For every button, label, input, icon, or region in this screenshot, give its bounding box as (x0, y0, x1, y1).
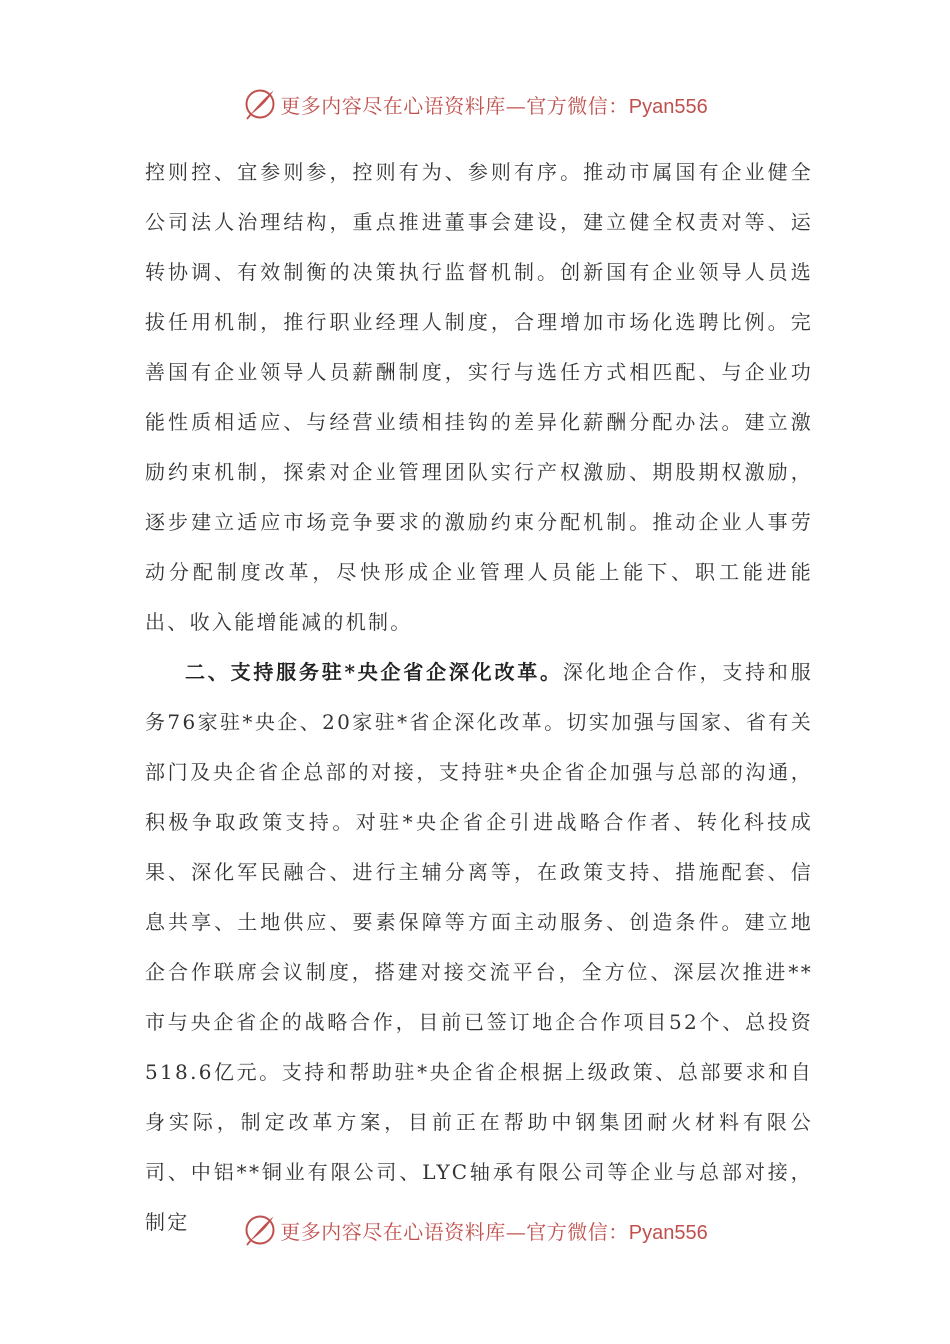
watermark-text (280, 1216, 707, 1245)
watermark-wechat-id: Pyan556 (628, 95, 708, 118)
section-heading: 二、支持服务驻*央企省企深化改革。 (185, 660, 563, 684)
paragraph-1: 控则控、宜参则参，控则有为、参则有序。推动市属国有企业健全公司法人治理结构，重点推进董事会建设，建立健全权责对等、运转协调、有效制衡的决策执行监督机制。创新国有企业领导人员选拔任用机制，推行职业经理人制度，合理增加市场化选聘比例。完善国有企业领导人员薪酬制度，实行与选任方式相匹配、与企业功能性质相适应、与经营业绩相挂钩的差异化薪酬分配办法。建立激励约束机制，探索对企业管理团队实行产权激励、期股期权激励，逐步建立适应市场竞争要求的激励约束分配机制。推动企业人事劳动分配制度改革，尽快形成企业管理人员能上能下、职工能进能出、收入能增能减的机制。 (145, 160, 813, 634)
paragraph-2 (145, 647, 813, 1247)
quill-logo-icon (242, 86, 278, 122)
watermark-text (280, 90, 707, 119)
watermark-wechat-id: Pyan556 (628, 1221, 708, 1244)
watermark-brand: 更多内容尽在心语资料库—官方微信： (280, 93, 629, 118)
document-body (145, 147, 813, 1247)
paragraph-2-body: 深化地企合作，支持和服务76家驻*央企、20家驻*省企深化改革。切实加强与国家、省有关部门及央企省企总部的对接，支持驻*央企省企加强与总部的沟通，积极争取政策支持。对驻*央企省企引进战略合作者、转化科技成果、深化军民融合、进行主辅分离等，在政策支持、措施配套、信息共享、土地供应、要素保障等方面主动服务、创造条件。建立地企合作联席会议制度，搭建对接交流平台，全方位、深层次推进**市与央企省企的战略合作，目前已签订地企合作项目52个、总投资518.6亿元。支持和帮助驻*央企省企根据上级政策、总部要求和自身实际，制定改革方案，目前正在帮助中钢集团耐火材料有限公司、中铝**铜业有限公司、LYC轴承有限公司等企业与总部对接，制定 (145, 660, 813, 1234)
watermark-header (0, 82, 950, 126)
watermark-brand: 更多内容尽在心语资料库—官方微信： (280, 1219, 629, 1244)
watermark-footer (0, 1208, 950, 1252)
quill-logo-icon (242, 1212, 278, 1248)
